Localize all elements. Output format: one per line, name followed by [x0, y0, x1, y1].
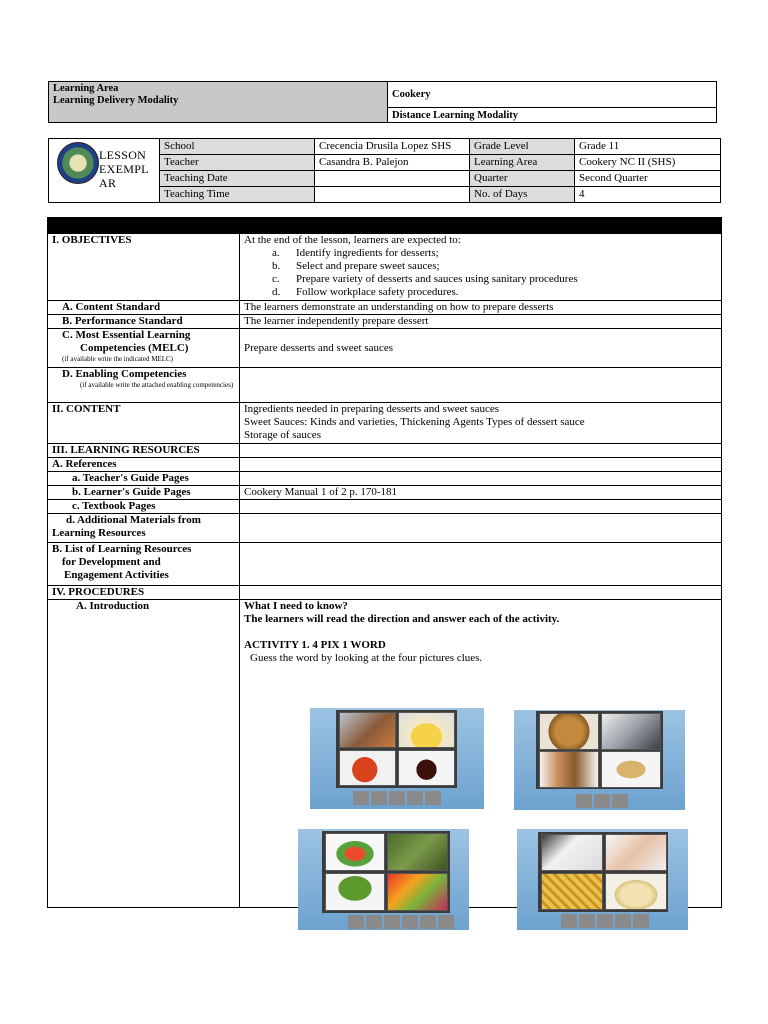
objectives-list — [244, 247, 717, 299]
list-resources-label-2: for Development and — [62, 556, 161, 568]
teaching-time-value — [315, 187, 470, 203]
additional-materials-label-2: Learning Resources — [52, 527, 146, 539]
learners-guide-label: b. Learner's Guide Pages — [48, 486, 240, 500]
teaching-time-label: Teaching Time — [160, 187, 315, 203]
melc-label: C. Most Essential Learning — [62, 329, 191, 341]
learning-area-value: Cookery — [388, 82, 716, 108]
content-line: Sweet Sauces: Kinds and varieties, Thickening Agents Types of dessert sauce — [244, 416, 585, 428]
quarter-value: Second Quarter — [575, 171, 721, 187]
enabling-label: D. Enabling Competencies — [62, 368, 187, 380]
content-line: Ingredients needed in preparing desserts and sweet sauces — [244, 403, 500, 415]
enabling-value — [240, 368, 722, 403]
header-table — [48, 81, 717, 123]
answer-boxes — [576, 794, 628, 808]
resources-label: III. LEARNING RESOURCES — [48, 444, 240, 458]
info-table — [48, 138, 721, 203]
days-label: No. of Days — [470, 187, 575, 203]
content-line: Storage of sauces — [244, 429, 321, 441]
enabling-note: (if available write the attached enabling competencies) — [80, 381, 234, 389]
school-value: Crecencia Drusila Lopez SHS — [315, 139, 470, 155]
learning-area-label: Learning Area — [53, 83, 119, 94]
answer-boxes — [561, 914, 649, 928]
learning-area-label-2: Learning Area — [470, 155, 575, 171]
melc-note: (if available write the indicated MELC) — [62, 355, 173, 363]
teacher-label: Teacher — [160, 155, 315, 171]
content-standard-label: A. Content Standard — [48, 301, 240, 315]
answer-boxes — [353, 791, 441, 805]
additional-materials-cell — [48, 514, 240, 543]
references-label: A. References — [48, 458, 240, 472]
grade-level-value: Grade 11 — [575, 139, 721, 155]
teachers-guide-label: a. Teacher's Guide Pages — [48, 472, 240, 486]
quarter-label: Quarter — [470, 171, 575, 187]
additional-materials-label: d. Additional Materials from — [66, 514, 201, 526]
list-resources-label-3: Engagement Activities — [64, 569, 169, 581]
intro-question: What I need to know? — [244, 600, 348, 612]
school-seal-icon — [57, 142, 99, 184]
logo-cell — [49, 139, 160, 203]
list-resources-label: B. List of Learning Resources — [52, 543, 192, 555]
objective-item: b. Select and prepare sweet sauces; — [272, 260, 440, 272]
activity-direction: Guess the word by looking at the four pictures clues. — [250, 652, 483, 664]
intro-direction: The learners will read the direction and answer each of the activity. — [244, 613, 560, 625]
content-standard-value: The learners demonstrate an understanding on how to prepare desserts — [240, 301, 722, 315]
objectives-intro: At the end of the lesson, learners are expected to: — [244, 234, 461, 246]
delivery-modality-label: Learning Delivery Modality — [53, 95, 179, 106]
header-right-cell — [388, 82, 717, 123]
activity-title: ACTIVITY 1. 4 PIX 1 WORD — [244, 639, 386, 651]
header-left-cell — [49, 82, 388, 123]
puzzle-image-nuts — [514, 710, 685, 810]
performance-standard-label: B. Performance Standard — [48, 315, 240, 329]
lesson-exemplar-title: LESSON EXEMPL AR — [99, 148, 149, 190]
enabling-label-cell — [48, 368, 240, 403]
puzzle-image-sauces — [310, 708, 484, 809]
objectives-label: I. OBJECTIVES — [48, 234, 240, 301]
objectives-cell — [240, 234, 722, 301]
learners-guide-value: Cookery Manual 1 of 2 p. 170-181 — [240, 486, 722, 500]
teaching-date-label: Teaching Date — [160, 171, 315, 187]
learning-area-value-2: Cookery NC II (SHS) — [575, 155, 721, 171]
introduction-label: A. Introduction — [48, 600, 240, 908]
delivery-modality-value: Distance Learning Modality — [392, 110, 518, 121]
content-cell — [240, 403, 722, 444]
procedures-label: IV. PROCEDURES — [48, 586, 240, 600]
melc-value: Prepare desserts and sweet sauces — [240, 329, 722, 368]
school-label: School — [160, 139, 315, 155]
puzzle-image-sugar — [517, 829, 688, 930]
performance-standard-value: The learner independently prepare dessert — [240, 315, 722, 329]
teaching-date-value — [315, 171, 470, 187]
objective-item: c. Prepare variety of desserts and sauces using sanitary procedures — [272, 273, 578, 285]
melc-label-cell — [48, 329, 240, 368]
objective-item: d. Follow workplace safety procedures. — [272, 286, 459, 298]
days-value: 4 — [575, 187, 721, 203]
melc-label-2: Competencies (MELC) — [80, 342, 189, 354]
textbook-label: c. Textbook Pages — [48, 500, 240, 514]
puzzle-image-fruits — [298, 829, 469, 930]
objective-item: a. Identify ingredients for desserts; — [272, 247, 439, 259]
grade-level-label: Grade Level — [470, 139, 575, 155]
teacher-value: Casandra B. Palejon — [315, 155, 470, 171]
list-resources-cell — [48, 543, 240, 586]
content-label: II. CONTENT — [48, 403, 240, 444]
answer-boxes — [348, 915, 454, 929]
